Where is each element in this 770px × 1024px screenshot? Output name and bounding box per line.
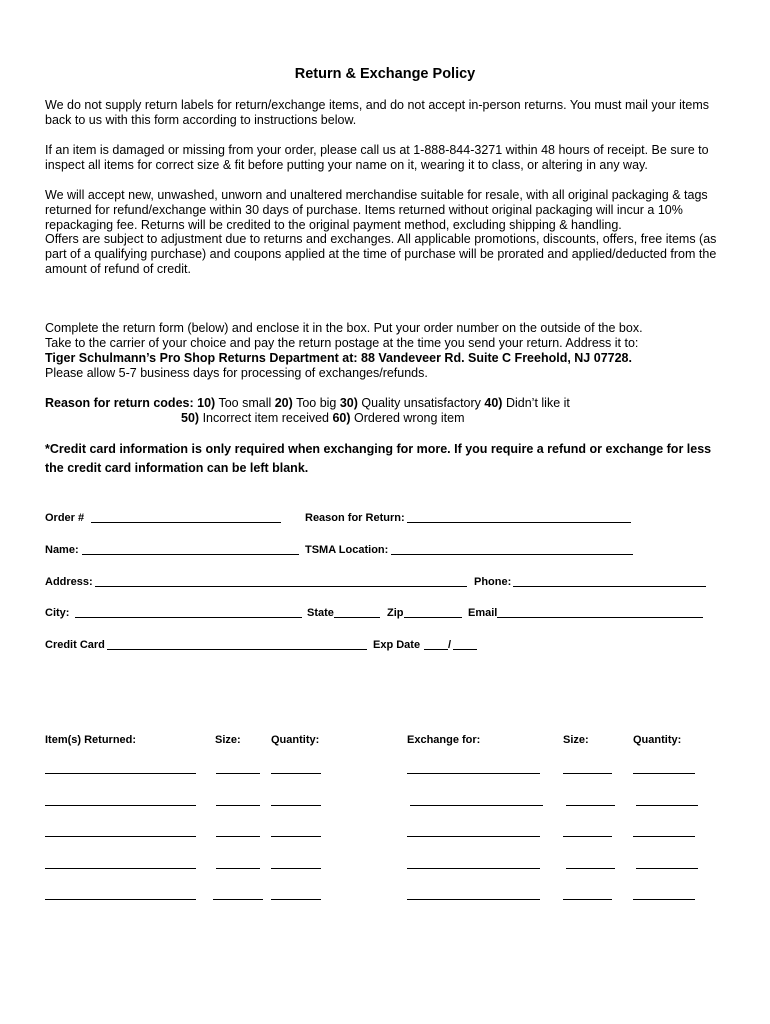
returned-quantity-input[interactable] (271, 824, 321, 837)
reason-code-number: 50) (181, 411, 200, 425)
tsma-location-input[interactable] (391, 542, 633, 555)
exchange-quantity-input[interactable] (633, 761, 695, 774)
zip-input[interactable] (404, 605, 462, 618)
address-label: Address: (45, 576, 93, 588)
return-address-line: Tiger Schulmann’s Pro Shop Returns Department at: 88 Vandeveer Rd. Suite C Freehold, NJ 07728. (45, 351, 632, 365)
page-title: Return & Exchange Policy (294, 66, 476, 82)
reason-for-return-input[interactable] (407, 510, 631, 523)
exp-date-label: Exp Date (373, 639, 421, 651)
credit-card-note: the credit card information can be left blank. (45, 461, 309, 475)
labels-paragraph-line: We do not supply return labels for return/exchange items, and do not accept in-person returns. You must mail your items (45, 98, 710, 112)
acceptance-paragraph-line: repackaging fee. Returns will be credited to the original payment method, excluding shipping & handling. (45, 218, 622, 232)
reason-codes-label: Reason for return codes: (45, 396, 194, 410)
items-returned-header: Item(s) Returned: (45, 734, 137, 746)
returned-item-input[interactable] (45, 887, 196, 900)
exchange-size-header: Size: (563, 734, 589, 746)
exchange-size-input[interactable] (566, 856, 615, 869)
item-row (0, 761, 770, 774)
exchange-size-input[interactable] (563, 887, 612, 900)
email-label: Email (468, 607, 498, 619)
returned-item-input[interactable] (45, 793, 196, 806)
city-input[interactable] (75, 605, 302, 618)
acceptance-paragraph-line: returned for refund/exchange within 30 days of purchase. Items returned without original packaging will incur a 10% (45, 203, 683, 217)
exchange-quantity-input[interactable] (633, 824, 695, 837)
returned-size-header: Size: (215, 734, 241, 746)
instructions-line: Please allow 5-7 business days for processing of exchanges/refunds. (45, 366, 428, 380)
returned-quantity-input[interactable] (271, 761, 321, 774)
state-input[interactable] (334, 605, 380, 618)
exp-year-input[interactable] (453, 637, 477, 650)
reason-code-text: Too small (218, 396, 272, 410)
reason-code-number: 10) (197, 396, 216, 410)
returned-size-input[interactable] (216, 856, 260, 869)
order-number-input[interactable] (91, 510, 281, 523)
exchange-size-input[interactable] (563, 824, 612, 837)
returned-size-input[interactable] (213, 887, 263, 900)
instructions-line: Take to the carrier of your choice and pay the return postage at the time you send your return. Address it to: (45, 336, 639, 350)
reason-code-text: Too big (296, 396, 337, 410)
exp-date-separator: / (448, 639, 452, 651)
acceptance-paragraph-line: Offers are subject to adjustment due to returns and exchanges. All applicable promotions, discounts, offers, free items (as (45, 232, 717, 246)
returned-item-input[interactable] (45, 824, 196, 837)
returned-quantity-input[interactable] (271, 793, 321, 806)
exchange-size-input[interactable] (566, 793, 615, 806)
name-input[interactable] (82, 542, 299, 555)
exchange-item-input[interactable] (410, 793, 543, 806)
zip-label: Zip (387, 607, 404, 619)
labels-paragraph-line: back to us with this form according to instructions below. (45, 113, 357, 127)
damaged-paragraph-line: inspect all items for correct size & fit before putting your name on it, wearing it to class, or altering in any way. (45, 158, 648, 172)
returned-item-input[interactable] (45, 761, 196, 774)
reason-code-text: Quality unsatisfactory (361, 396, 481, 410)
phone-label: Phone: (474, 576, 512, 588)
acceptance-paragraph-line: amount of refund of credit. (45, 262, 191, 276)
reason-codes-line (45, 396, 570, 411)
instructions-line: Complete the return form (below) and enclose it in the box. Put your order number on the outside of the box. (45, 321, 643, 335)
item-row (0, 887, 770, 900)
reason-code-number: 30) (339, 396, 358, 410)
credit-card-label: Credit Card (45, 639, 105, 651)
exchange-item-input[interactable] (407, 761, 540, 774)
credit-card-note: *Credit card information is only required when exchanging for more. If you require a refund or exchange for less (45, 442, 712, 456)
returned-quantity-input[interactable] (271, 887, 321, 900)
reason-code-number: 60) (332, 411, 351, 425)
item-row (0, 793, 770, 806)
exchange-quantity-input[interactable] (636, 793, 698, 806)
acceptance-paragraph-line: part of a qualifying purchase) and coupons applied at the time of purchase will be prorated and applied/deducted from the (45, 247, 717, 261)
order-number-label: Order # (45, 512, 85, 524)
reason-code-text: Incorrect item received (202, 411, 329, 425)
returned-size-input[interactable] (216, 793, 260, 806)
reason-code-number: 40) (484, 396, 503, 410)
exchange-item-input[interactable] (407, 824, 540, 837)
returned-size-input[interactable] (216, 824, 260, 837)
exchange-for-header: Exchange for: (407, 734, 481, 746)
returned-quantity-input[interactable] (271, 856, 321, 869)
damaged-paragraph-line: If an item is damaged or missing from your order, please call us at 1-888-844-3271 within 48 hours of receipt. Be sure to (45, 143, 709, 157)
acceptance-paragraph-line: We will accept new, unwashed, unworn and unaltered merchandise suitable for resale, with all original packaging & tags (45, 188, 708, 202)
reason-for-return-label: Reason for Return: (305, 512, 405, 524)
reason-code-text: Didn’t like it (505, 396, 570, 410)
email-input[interactable] (497, 605, 703, 618)
exchange-size-input[interactable] (563, 761, 612, 774)
exchange-item-input[interactable] (407, 856, 540, 869)
reason-codes-line (181, 411, 465, 426)
item-row (0, 824, 770, 837)
returned-quantity-header: Quantity: (271, 734, 320, 746)
exchange-quantity-input[interactable] (636, 856, 698, 869)
city-label: City: (45, 607, 70, 619)
exchange-item-input[interactable] (407, 887, 540, 900)
reason-code-text: Ordered wrong item (354, 411, 465, 425)
name-label: Name: (45, 544, 79, 556)
returned-item-input[interactable] (45, 856, 196, 869)
state-label: State (307, 607, 334, 619)
returned-size-input[interactable] (216, 761, 260, 774)
reason-code-number: 20) (274, 396, 293, 410)
credit-card-input[interactable] (107, 637, 367, 650)
exchange-quantity-header: Quantity: (633, 734, 682, 746)
exchange-quantity-input[interactable] (633, 887, 695, 900)
address-input[interactable] (95, 574, 467, 587)
exp-month-input[interactable] (424, 637, 448, 650)
item-row (0, 856, 770, 869)
tsma-location-label: TSMA Location: (305, 544, 389, 556)
phone-input[interactable] (513, 574, 706, 587)
